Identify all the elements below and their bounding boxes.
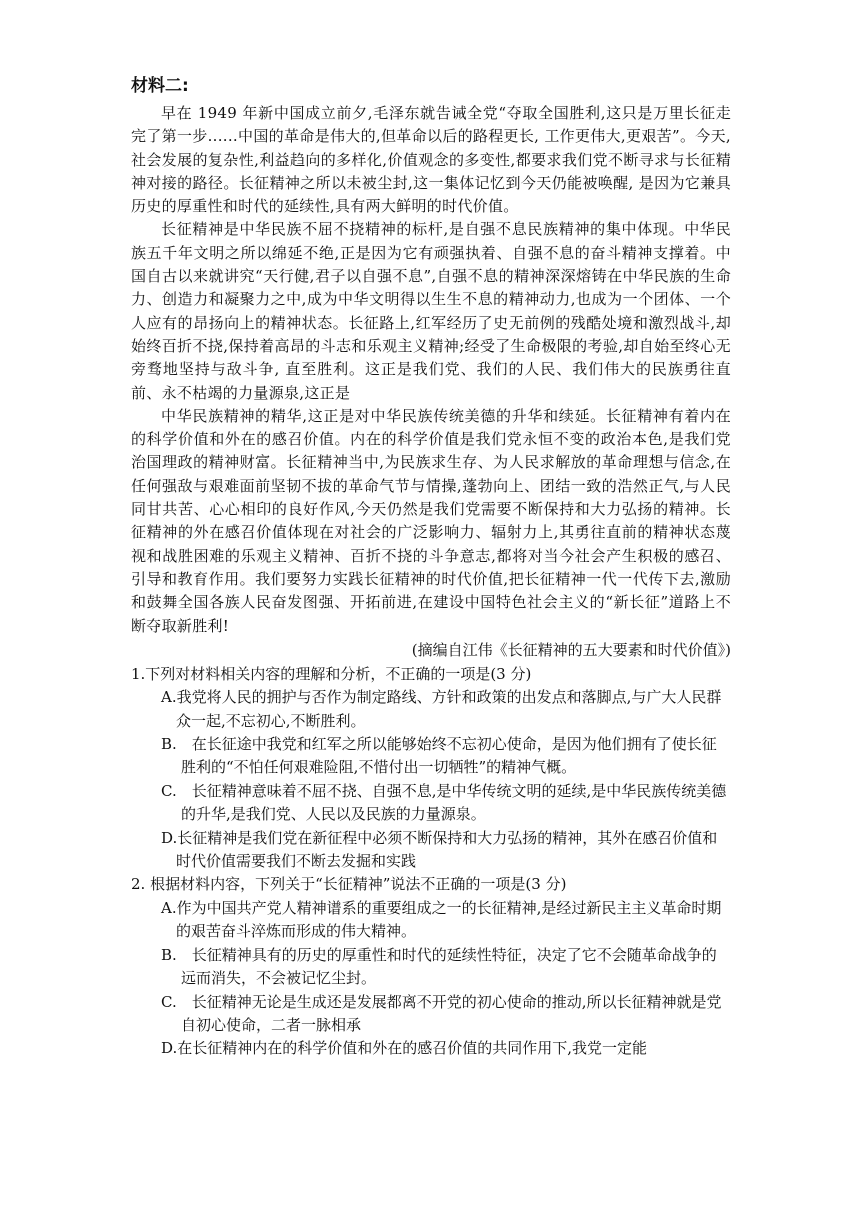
option-d: D.长征精神是我们党在新征程中必须不断保持和大力弘扬的精神，其外在感召价值和时代价值需要我们不断去发掘和实践 [161, 828, 718, 871]
option-c: C. 长征精神意味着不屈不挠、自强不息,是中华传统文明的延续,是中华民族传统美德的升华,是我们党、人民以及民族的力量源泉。 [161, 781, 727, 824]
option-c: C. 长征精神无论是生成还是发展都离不开党的初心使命的推动,所以长征精神就是党自初心使命，二者一脉相承 [161, 992, 722, 1034]
question-stem: 2. 根据材料内容，下列关于“长征精神”说法不正确的一项是(3 分) [131, 875, 567, 894]
document-page [131, 74, 731, 1061]
source-citation: (摘编自江伟《长征精神的五大要素和时代价值》) [411, 640, 731, 659]
option-b: B. 长征精神具有的历史的厚重性和时代的延续性特征，决定了它不会随革命战争的远而消失，不会被记忆尘封。 [161, 945, 717, 988]
question-1 [131, 663, 731, 874]
option-b: B. 在长征途中我党和红军之所以能够始终不忘初心使命，是因为他们拥有了使长征胜利的“不怕任何艰难险阻,不惜付出一切牺牲”的精神气概。 [161, 735, 717, 777]
section-heading: 材料二: [131, 76, 189, 96]
question-2 [131, 873, 731, 1060]
option-d: D.在长征精神内在的科学价值和外在的感召价值的共同作用下,我党一定能 [161, 1039, 648, 1058]
option-a: A.作为中国共产党人精神谱系的重要组成之一的长征精神,是经过新民主主义革命时期的艰苦奋斗淬炼而形成的伟大精神。 [161, 898, 722, 941]
paragraph-3: 中华民族精神的精华,这正是对中华民族传统美德的升华和续延。长征精神有着内在的科学价值和外在的感召价值。内在的科学价值是我们党永恒不变的政治本色,是我们党治国理政的精神财富。长征精神当中,为民族求生存、为人民求解放的革命理想与信念,在任何强敌与艰难面前坚韧不拔的革命气节与情操,蓬勃向上、团结一致的浩然正气,与人民同甘共苦、心心相印的良好作风,今天仍然是我们党需要不断保持和大力弘扬的精神。长征精神的外在感召价值体现在对社会的广泛影响力、辐射力上,其勇往直前的精神状态蔑视和战胜困难的乐观主义精神、百折不挠的斗争意志,都将对当今社会产生积极的感召、引导和教育作用。我们要努力实践长征精神的时代价值,把长征精神一代一代传下去,激励和鼓舞全国各族人民奋发图强、开拓前进,在建设中国特色社会主义的“新长征”道路上不断夺取新胜利! [131, 406, 731, 635]
question-stem: 1.下列对材料相关内容的理解和分析，不正确的一项是(3 分) [131, 664, 532, 683]
option-a: A.我党将人民的拥护与否作为制定路线、方针和政策的出发点和落脚点,与广大人民群众一起,不忘初心,不断胜利。 [161, 688, 722, 730]
paragraph-2: 长征精神是中华民族不屈不挠精神的标杆,是自强不息民族精神的集中体现。中华民族五千年文明之所以绵延不绝,正是因为它有顽强执着、自强不息的奋斗精神支撑着。中国自古以来就讲究“天行健,君子以自强不息”,自强不息的精神深深熔铸在中华民族的生命力、创造力和凝聚力之中,成为中华文明得以生生不息的精神动力,也成为一个团体、一个人应有的昂扬向上的精神状态。长征路上,红军经历了史无前例的残酷处境和激烈战斗,却始终百折不挠,保持着高昂的斗志和乐观主义精神;经受了生命极限的考验,却自始至终心无旁骛地坚持与敌斗争, 直至胜利。这正是我们党、我们的人民、我们伟大的民族勇往直前、永不枯竭的力量源泉,这正是 [131, 220, 731, 402]
paragraph-1: 早在 1949 年新中国成立前夕,毛泽东就告诫全党“夺取全国胜利,这只是万里长征走完了第一步......中国的革命是伟大的,但革命以后的路程更长, 工作更伟大,更艰苦”。今天,社会发展的复杂性,利益趋向的多样化,价值观念的多变性,都要求我们党不断寻求与长征精神对接的路径。长征精神之所以未被尘封,这一集体记忆到今天仍能被唤醒, 是因为它兼具历史的厚重性和时代的延续性,具有两大鲜明的时代价值。 [131, 104, 731, 216]
